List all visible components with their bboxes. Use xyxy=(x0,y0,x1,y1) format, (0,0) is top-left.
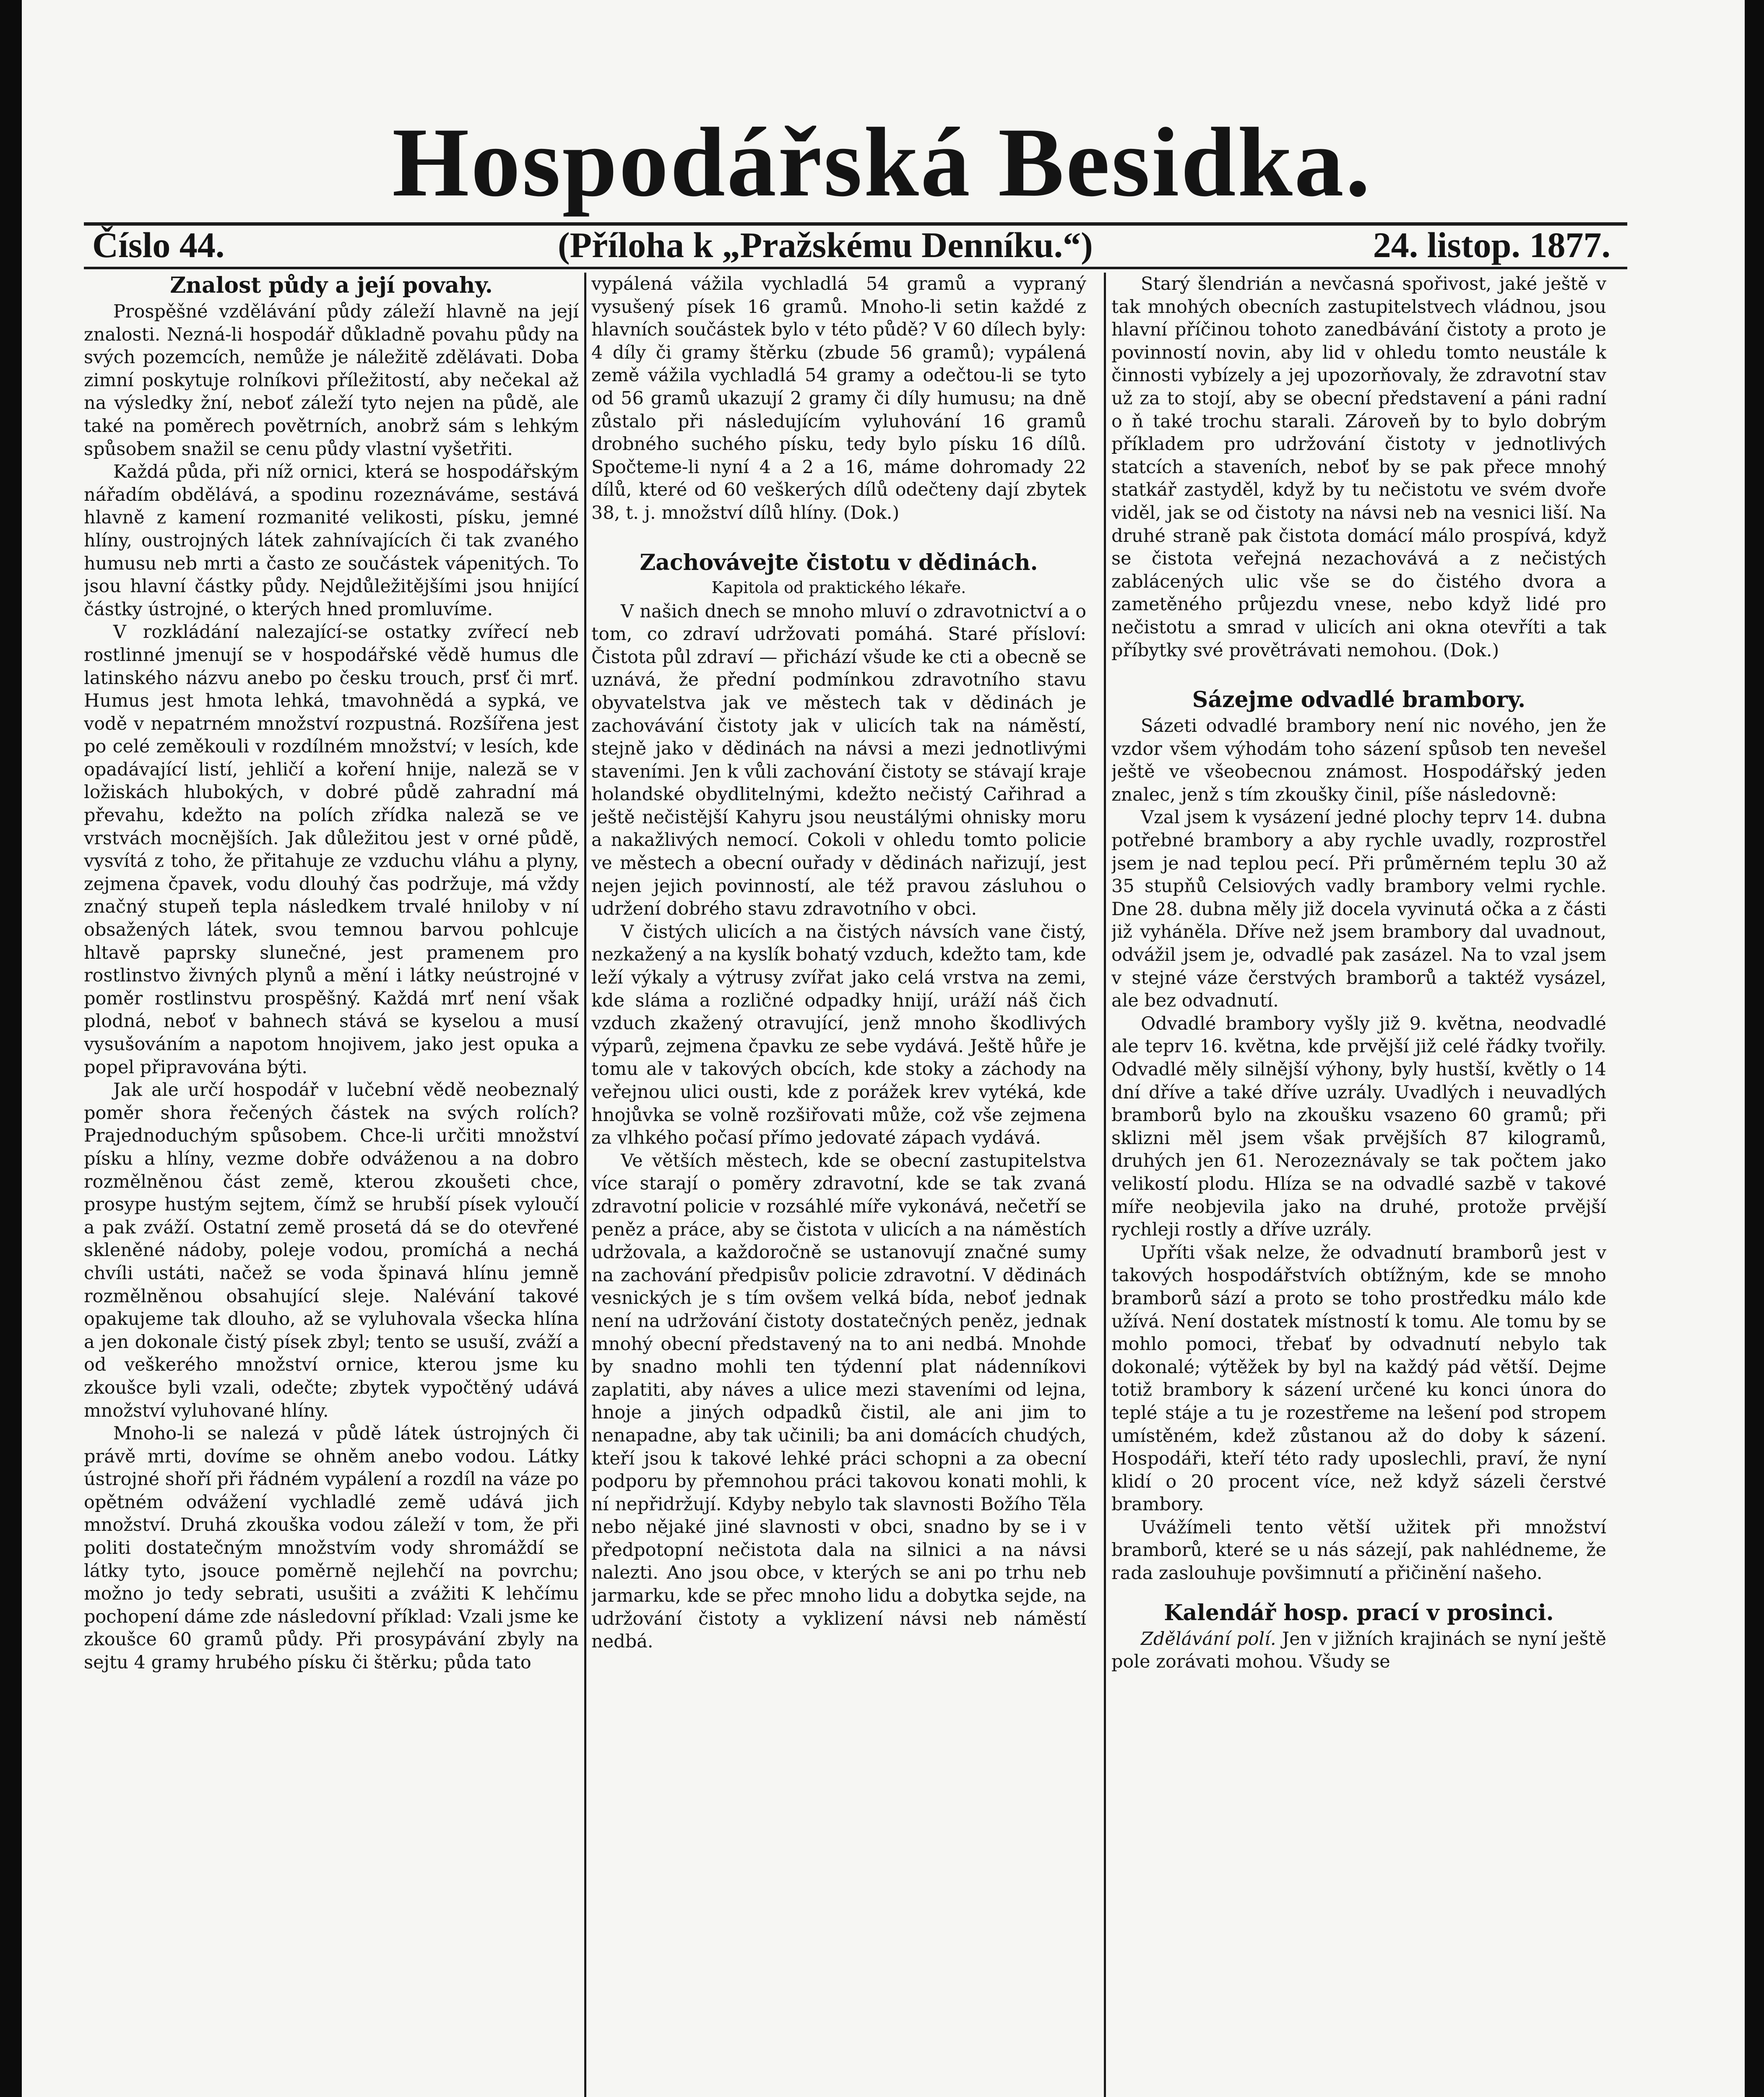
supplement-note: (Příloha k „Pražskému Denníku.“) xyxy=(558,225,1093,265)
article-title-calendar: Kalendář hosp. prací v prosinci. xyxy=(1164,1600,1554,1626)
paragraph xyxy=(1111,1628,1606,1673)
paragraph: Prospěšné vzdělávání půdy záleží hlavně na její znalosti. Nezná-li hospodář důkladně povahu půdy na svých pozemcích, nemůže je náležitě zdělávati. Doba zimní poskytuje rolníkovi příležitostí, aby nečekal až na výsledky žní, neboť záleží tyto nejen na půdě, ale také na poměrech povětrních, anobrž sám s lehkým spůsobem snažil se cenu půdy vlastní vyšetřiti. xyxy=(84,301,579,460)
paragraph-continued: vypálená vážila vychladlá 54 gramů a vypraný vysušený písek 16 gramů. Mnoho-li setin každé z hlavních součástek bylo v této půdě? V 60 dílech byly: 4 díly či gramy štěrku (zbude 56 gramů); vypálená země vážila vychladlá 54 gramy a odečtou-li se tyto od 56 gramů ukazují 2 gramy či díly humusu; na dně zůstalo při následujícím vyluhování 16 gramů drobného suchého písku, tedy bylo písku 16 dílů. Spočteme-li nyní 4 a 2 a 16, máme dohromady 22 dílů, které od 60 veškerých dílů odečteny dají zbytek 38, t. j. množství dílů hlíny. (Dok.) xyxy=(591,273,1086,523)
article-subtitle: Kapitola od praktického lékaře. xyxy=(711,578,966,597)
article-title-potatoes: Sázejme odvadlé brambory. xyxy=(1192,687,1526,713)
section-gap xyxy=(1111,662,1606,687)
section-gap xyxy=(591,525,1086,550)
scan-border-left xyxy=(0,0,22,2097)
paragraph: Jak ale určí hospodář v lučební vědě neobeznalý poměr shora řečených částek na svých rolích? Prajednoduchým spůsobem. Chce-li určiti množství písku a hlíny, vezme dobře odváženou a na dobro rozmělněnou část země, kterou zkoušeti chce, prosype hustým sejtem, čímž se hrubší písek vyloučí a pak zváží. Ostatní země prosetá dá se do otevřené skleněné nádoby, poleje vodou, promíchá a nechá chvíli ustáti, načež se voda špinavá hlínu jemně rozmělněnou obsahující sleje. Nalévání takové opakujeme tak dlouho, až se vyluhovala všecka hlína a jen dokonale čistý písek zbyl; tento se usuší, zváží a od veškerého množství ornice, kterou jsme ku zkoušce byli vzali, odečte; zbytek vypočtěný udává množství vyluhované hlíny. xyxy=(84,1080,579,1421)
paragraph: Mnoho-li se nalezá v půdě látek ústrojných či právě mrti, dovíme se ohněm anebo vodou. Látky ústrojné shoří při řádném vypálení a rozdíl na váze po opětném odvážení vychladlé země udává jich množství. Druhá zkouška vodou záleží v tom, že při politi dostatečným množstvím vody shromáždí se látky tyto, jsouce poměrně nejlehčí na povrchu; možno jo tedy sebrati, usušiti a zvážiti K lehčímu pochopení dáme zde následovní příklad: Vzali jsme ke zkoušce 60 gramů půdy. Při prosypávání zbyly na sejtu 4 gramy hrubého písku či štěrku; půda tato xyxy=(84,1423,579,1673)
column-2 xyxy=(591,273,1086,2097)
scan-border-right xyxy=(1745,0,1764,2097)
header-rule-bottom xyxy=(84,267,1627,269)
paragraph-lead: Zdělávání polí. xyxy=(1141,1628,1276,1650)
column-3 xyxy=(1111,273,1606,2097)
column-1 xyxy=(84,273,579,2097)
issue-date: 24. listop. 1877. xyxy=(1373,225,1610,265)
paragraph: V našich dnech se mnoho mluví o zdravotnictví a o tom, co zdraví udržovati pomáhá. Staré přísloví: Čistota půl zdraví — přichází všude ke cti a obecně se uznává, že přední podmínkou zdravotního stavu obyvatelstva jak ve městech tak v dědinách je zachovávání čistoty jak v ulicích tak na náměstí, stejně jako v dědinách na návsi a mezi jednotlivými staveními. Jen k vůli zachování čistoty se stávají kraje holandské obydlitelnými, kdežto nečistý Cařihrad a ještě nečistější Kahyru jsou neustálými ohnisky moru a nakažlivých nemocí. Cokoli v ohledu tomto policie ve městech a obecní ouřady v dědinách nařizují, jest nejen jejich povinností, ale též pravou zásluhou o udržení dobrého stavu zdravotního v obci. xyxy=(591,601,1086,920)
issue-number: Číslo 44. xyxy=(92,225,225,265)
paragraph: Každá půda, při níž ornici, která se hospodářským nářadím obdělává, a spodinu rozeznáváme, sestává hlavně z kamení rozmanité velikosti, písku, jemné hlíny, oustrojných látek zahnívajících či tak zvaného humusu neb mrti a často ze součástek vápenitých. To jsou hlavní částky půdy. Nejdůležitějšími jsou hnijící částky ústrojné, o kterých hned promluvíme. xyxy=(84,461,579,620)
paragraph: Ve větších městech, kde se obecní zastupitelstva více starají o poměry zdravotní, kde se tak zvaná zdravotní policie v rozsáhlé míře vykonává, nečetří se peněz a práce, aby se čistota v ulicích a na náměstích udržovala, a každoročně se ustanovují značné sumy na zachování předpisův policie zdravotní. V dědinách vesnických je s tím ovšem velká bída, neboť jednak není na udržování čistoty dostatečných peněz, jednak mnohý obecní představený na to ani nedbá. Mnohde by snadno mohli ten týdenní plat nádenníkovi zaplatiti, aby náves a ulice mezi staveními od lejna, hnoje a jiných odpadků čistil, ale ani jim to nenapadne, aby tak učinili; ba ani domácích chudých, kteří jsou k takové lehké práci schopni a za obecní podporu by přemnohou práci takovou konati mohli, k ní nepřidržují. Kdyby nebylo tak slavnosti Božího Těla nebo nějaké jiné slavnosti v obci, snadno by se i v předpotopní nečistota dala na silnici a na návsi nalezti. Ano jsou obce, v kterých se ani po trhu neb jarmarku, kde se přec mnoho lidu a dobytka sejde, na udržování čistoty a vyklizení návsi neb náměstí nedbá. xyxy=(591,1150,1086,1652)
issue-info-bar xyxy=(84,224,1627,266)
paragraph: Sázeti odvadlé brambory není nic nového, jen že vzdor všem výhodám toho sázení spůsob ten nevešel ještě ve všeobecnou známost. Hospodářský jeden znalec, jenž s tím zkoušky činil, píše následovně: xyxy=(1111,715,1606,805)
paragraph: Odvadlé brambory vyšly již 9. května, neodvadlé ale teprv 16. května, kde prvější již celé řádky tvořily. Odvadlé měly silnější výhony, byly hustší, květly o 14 dní dříve a také dříve uzrály. Uvadlých i neuvadlých bramborů bylo na zkoušku vsazeno 60 gramů; při sklizni měl jsem však prvějších 87 kilogramů, druhých jen 61. Nerozeznávaly se tak počtem jako velikostí plodu. Hlíza se na odvadlé sazbě v takové míře neobjevila jako na druhé, protože prvější rychleji rostly a dříve uzrály. xyxy=(1111,1013,1606,1241)
masthead-title: Hospodářská Besidka. xyxy=(392,108,1372,217)
paragraph: Uvážímeli tento větší užitek při množství bramborů, které se u nás sázejí, pak nahlédneme, že rada zaslouhuje povšimnutí a přičinění našeho. xyxy=(1111,1517,1606,1584)
paragraph: Vzal jsem k vysázení jedné plochy teprv 14. dubna potřebné brambory a aby rychle uvadly, rozprostřel jsem je nad teplou pecí. Při průměrném teplu 30 až 35 stupňů Celsiových vadly brambory velmi rychle. Dne 28. dubna měly již docela vyvinutá očka a z části již vyhánělа. Dříve než jsem brambory dal uvadnout, odvážil jsem je, odvadlé pak zasázel. Na to vzal jsem v stejné váze čerstvých bramborů a taktéž vysázel, ale bez odvadnutí. xyxy=(1111,807,1606,1012)
column-divider-1 xyxy=(584,273,586,2097)
paragraph: Starý šlendrián a nevčasná spořivost, jaké ještě v tak mnohých obecních zastupitelstvech vládnou, jsou hlavní příčinou tohoto zanedbávání čistoty a proto je povinností novin, aby lid v ohledu tomto neustále k činnosti vybízely a jej upozorňovaly, že zdravotní stav už za to stojí, aby se obecní představení a páni radní o ň také trochu starali. Zároveň by to bylo dobrým příkladem pro udržování čistoty v jednotlivých statcích a staveních, neboť by se pak přece mnohý statkář zastyděl, když by tu nečistotu ve svém dvoře viděl, jak se od čistoty na návsi neb na vesnici liší. Na druhé straně pak čistota domácí málo prospívá, když se čistota veřejná nezachovává a z nečistých zablácených ulic vše se do čistého dvora a zametěného průjezdu vnese, nebo když lidé pro nečistotu a smrad v ulicích ani okna otevříti a tak příbytky své provětrávati nemohou. (Dok.) xyxy=(1111,273,1606,661)
paragraph-text: Jen v jižních krajinách se nyní ještě pole zorávati mohou. Všudy se xyxy=(1111,1628,1606,1673)
section-gap xyxy=(1111,1585,1606,1600)
paragraph: V čistých ulicích a na čistých návsích vane čistý, nezkažený a na kyslík bohatý vzduch, kdežto tam, kde leží výkaly a výtrusy zvířat jako celá vrstva na zemi, kde sláma a rozličné odpadky hnijí, uráží náš čich vzduch zkažený otravující, jenž mnoho škodlivých výparů, zejmena čpavku ze sebe vydává. Ještě hůře je tomu ale v takových obcích, kde stoky a záchody na veřejnou ulici ousti, kde z porážek krev vytéká, kde hnojůvka se volně rozšiřovati může, což vše zejmena za vlhkého počasí přímo jedovaté zápach vydává. xyxy=(591,921,1086,1149)
paragraph: V rozkládání nalezající-se ostatky zvířecí neb rostlinné jmenují se v hospodářské vědě humus dle latinského názvu anebo po česku trouch, prsť či mrť. Humus jest hmota lehká, tmavohnědá a sypká, ve vodě v nepatrném množství rozpustná. Rozšířena jest po celé zeměkouli v rozdílném množství; v lesích, kde opadávající listí, jehličí a koření hnije, naleză se v ložiskách hlubokých, v dobré půdě zahradní má převahu, kdežto na polích zřídka naleză se ve vrstvách mocnějších. Jak důležitou jest v orné půdě, vysvítá z toho, že přitahuje ze vzduchu vláhu a plyny, zejmena čpavek, vodu dlouhý čas podržuje, má vždy značný stupeň tepla následkem trvalé hniloby v ní obsažených látek, svou temnou barvou pohlcuje hltavě paprsky slunečné, jest pramenem pro rostlinstvo živných plynů a mění i látky neústrojné v poměr rostlinstvu prospěšný. Každá mrť není však plodná, neboť v bahnech stává se kyselou a musí vysušováním a napotom hnojivem, jako jest opuka a popel připravována býti. xyxy=(84,622,579,1078)
article-title-soil: Znalost půdy a její povahy. xyxy=(170,273,493,298)
column-divider-2 xyxy=(1104,273,1106,2097)
article-title-cleanliness: Zachovávejte čistotu v dědinách. xyxy=(640,549,1038,575)
paragraph: Upříti však nelze, že odvadnutí bramborů jest v takových hospodářstvích obtížným, kde se mnoho bramborů sází a proto se toho prostředku málo kde užívá. Není dostatek místností k tomu. Ale tomu by se mohlo pomoci, třebať by odvadnutí nebylo tak dokonalé; výtěžek by byl na každý pád větší. Dejme totiž brambory k sázení určené ku konci února do teplé stáje a tu je rozestřeme na lešení pod stropem umístěném, kdež zůstanou až do doby k sázení. Hospodáři, kteří této rady uposlechli, praví, že nyní klidí o 20 procent více, než když sázeli čerstvé brambory. xyxy=(1111,1242,1606,1515)
